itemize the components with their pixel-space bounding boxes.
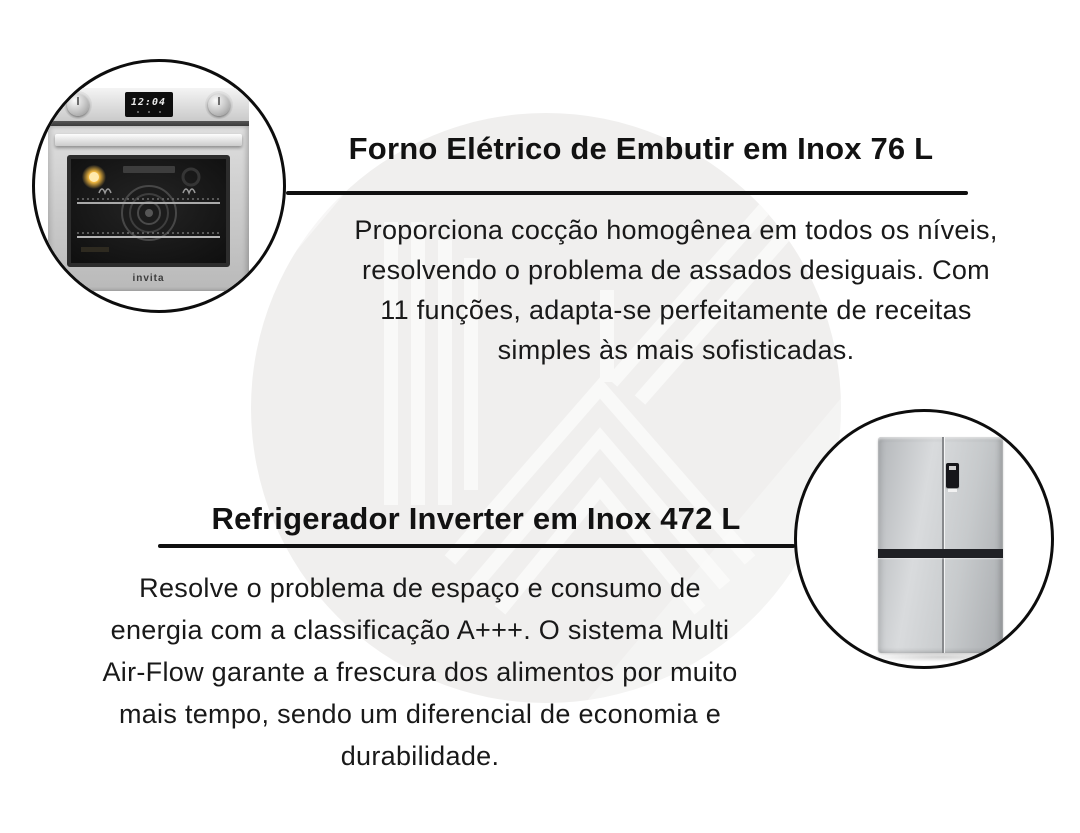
refrigerator-section-title: Refrigerador Inverter em Inox 472 L <box>211 501 741 536</box>
oven-description-line: simples às mais sofisticadas. <box>497 335 855 365</box>
refrigerator-description-line: energia com a classificação A+++. O sistema Multi <box>110 615 730 645</box>
oven-title-underline <box>286 191 968 195</box>
oven-clock-value: 12:04 <box>130 96 167 108</box>
oven-glass-window <box>67 155 230 267</box>
refrigerator-description-line: durabilidade. <box>340 741 500 771</box>
oven-clock-display <box>125 92 173 117</box>
oven-interior-illustration <box>71 159 226 263</box>
oven-display-buttons <box>137 111 161 113</box>
oven-door <box>48 126 249 291</box>
oven-description <box>290 210 1062 370</box>
refrigerator-floor-shadow <box>863 652 1019 662</box>
oven-knob-left <box>67 94 89 116</box>
refrigerator-photo <box>794 409 1054 669</box>
oven-indicator-dot <box>57 102 61 106</box>
refrigerator-center-band <box>878 549 1003 558</box>
refrigerator-display-panel <box>946 463 959 488</box>
oven-description-line: Proporciona cocção homogênea em todos os níveis, <box>354 215 998 245</box>
refrigerator-title-underline <box>158 544 795 548</box>
refrigerator-description-line: mais tempo, sendo um diferencial de economia e <box>118 699 722 729</box>
oven-photo <box>32 59 286 313</box>
oven-description-line: 11 funções, adapta-se perfeitamente de receitas <box>380 295 972 325</box>
oven-description-line: resolvendo o problema de assados desiguais. Com <box>362 255 990 285</box>
refrigerator-description <box>33 567 807 777</box>
refrigerator-description-line: Air-Flow garante a frescura dos alimentos por muito <box>102 657 738 687</box>
oven-control-panel <box>48 88 249 121</box>
oven-brand-label: invita <box>132 273 165 284</box>
oven-section-title: Forno Elétrico de Embutir em Inox 76 L <box>348 131 934 166</box>
refrigerator-image-body <box>878 437 1003 653</box>
oven-knob-right <box>208 94 230 116</box>
refrigerator-description-line: Resolve o problema de espaço e consumo de <box>139 573 701 603</box>
oven-image-body <box>48 88 249 291</box>
refrigerator-door-seam <box>942 437 944 653</box>
oven-handle <box>55 134 242 146</box>
